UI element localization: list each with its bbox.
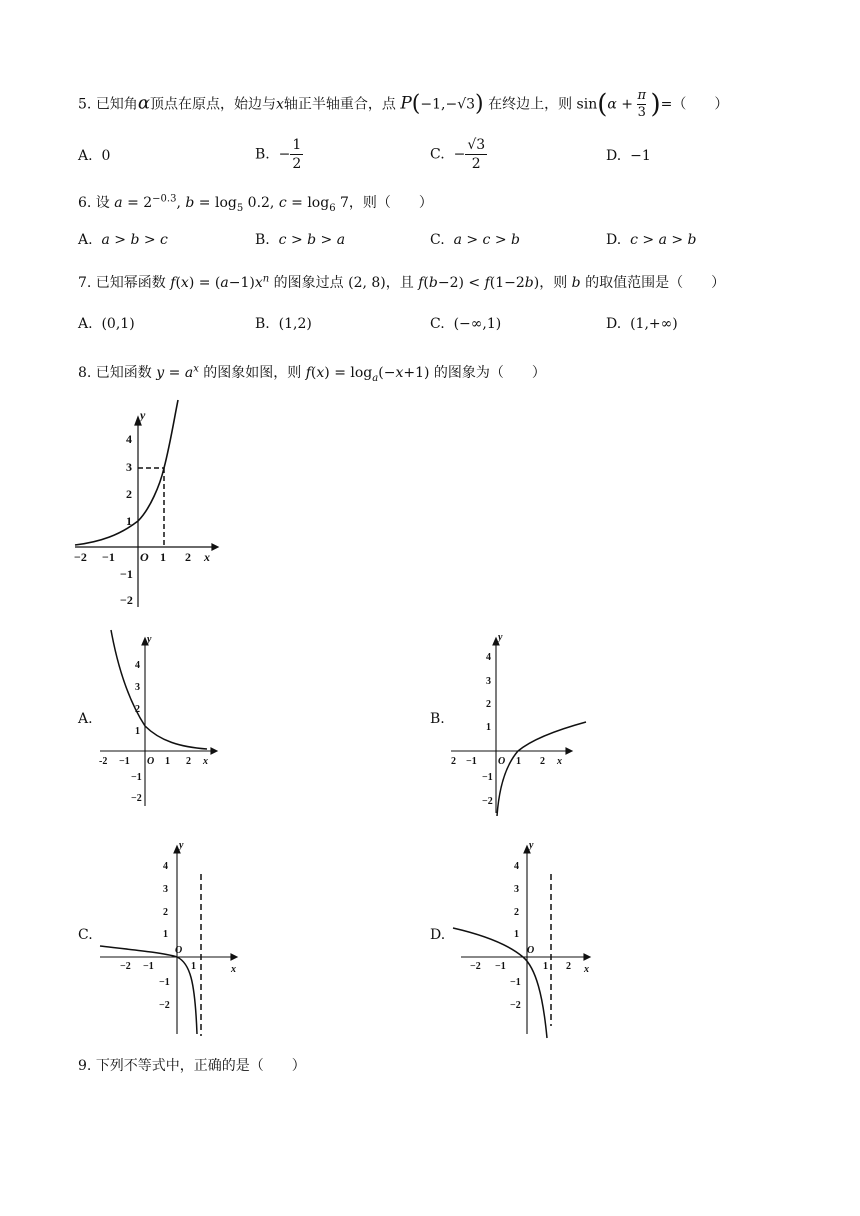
option-d-label[interactable]: D. [430,927,446,943]
svg-text:4: 4 [163,861,168,872]
question-9: 9. 下列不等式中，正确的是（ ） [78,1058,306,1074]
svg-text:−1: −1 [102,550,115,564]
svg-text:y: y [147,634,152,645]
svg-text:1: 1 [514,929,519,940]
svg-text:1: 1 [163,929,168,940]
svg-text:−1: −1 [482,772,493,783]
option-d-graph[interactable] [448,836,598,1041]
option-c[interactable]: C. a > c > b [430,232,520,248]
svg-text:−2: −2 [74,550,87,564]
svg-text:−1: −1 [510,977,521,988]
svg-text:−2: −2 [482,796,493,807]
svg-text:x: x [203,756,208,767]
svg-text:4: 4 [486,652,491,663]
svg-text:O: O [527,945,535,956]
option-b[interactable]: B. c > b > a [255,232,346,248]
svg-text:2: 2 [566,961,571,972]
svg-text:x: x [584,964,589,975]
svg-text:3: 3 [126,460,132,474]
svg-text:−1: −1 [495,961,506,972]
svg-text:−1: −1 [131,772,142,783]
option-a[interactable]: A. 0 [78,148,111,164]
svg-text:2: 2 [486,699,491,710]
svg-text:2: 2 [451,756,456,767]
option-d[interactable]: D. (1,+∞) [606,316,678,332]
svg-text:2: 2 [126,487,132,501]
svg-text:1: 1 [135,726,140,737]
svg-text:O: O [175,945,183,956]
svg-text:1: 1 [160,550,166,564]
svg-text:2: 2 [135,704,140,715]
svg-text:−2: −2 [131,793,142,804]
question-number: 5. [78,96,92,113]
svg-text:O: O [140,550,149,564]
svg-text:x: x [557,756,562,767]
svg-text:−2: −2 [470,961,481,972]
svg-text:3: 3 [514,884,519,895]
svg-text:O: O [498,756,506,767]
main-graph [70,395,220,610]
svg-text:2: 2 [514,907,519,918]
option-a-graph[interactable] [95,628,225,808]
svg-text:1: 1 [543,961,548,972]
option-c[interactable]: C. − $\frac{√3}{2}$ [430,137,486,172]
svg-text:y: y [498,632,503,643]
option-a[interactable]: A. (0,1) [78,316,135,332]
svg-text:−1: −1 [143,961,154,972]
svg-text:−1: −1 [120,567,133,581]
svg-text:4: 4 [135,660,140,671]
question-8: 8. 已知函数 $y = a^x$ 的图象如图，则 $f(x) = \log_a(-x+1)$ 的图象为（ ） [78,363,546,384]
option-b[interactable]: B. − $\frac{1}{2}$ [255,137,302,172]
svg-text:1: 1 [516,756,521,767]
svg-text:3: 3 [486,676,491,687]
svg-text:−1: −1 [159,977,170,988]
svg-text:y: y [140,408,146,422]
svg-text:2: 2 [163,907,168,918]
option-a-label[interactable]: A. [78,711,93,727]
svg-text:−2: −2 [510,1000,521,1011]
option-b-label[interactable]: B. [430,711,445,727]
svg-text:y: y [529,840,534,851]
svg-text:y: y [179,840,184,851]
svg-text:−2: −2 [120,961,131,972]
option-c-graph[interactable] [95,836,245,1036]
svg-text:4: 4 [514,861,519,872]
option-c[interactable]: C. (−∞,1) [430,316,502,332]
option-d[interactable]: D. c > a > b [606,232,697,248]
svg-text:1: 1 [165,756,170,767]
svg-text:3: 3 [163,884,168,895]
svg-text:x: x [204,550,210,564]
svg-text:4: 4 [126,432,132,446]
svg-text:-2: -2 [99,756,108,767]
svg-text:−1: −1 [466,756,477,767]
svg-text:1: 1 [486,722,491,733]
option-a[interactable]: A. a > b > c [78,232,168,248]
option-c-label[interactable]: C. [78,927,93,943]
svg-text:2: 2 [185,550,191,564]
question-6: 6. 设 $a = 2^{-0.3}$, $b = \log_5 0.2$, $c = \log_6 7$，则（ ） [78,193,433,214]
svg-text:−2: −2 [120,593,133,607]
svg-text:−2: −2 [159,1000,170,1011]
option-b-graph[interactable] [448,628,593,818]
question-5: 5. 已知角α顶点在原点，始边与x轴正半轴重合，点 P(−1,−√3) 在终边上，则 sin(α + $\frac{\pi}{3}$ )=（ ） [78,88,729,120]
svg-text:1: 1 [126,514,132,528]
svg-text:−1: −1 [119,756,130,767]
question-7: 7. 已知幂函数 $f(x) = (a-1)x^n$ 的图象过点 (2, 8)，且 f(b−2) < f(1−2b)，则 b 的取值范围是（ ） [78,273,726,291]
option-b[interactable]: B. (1,2) [255,316,312,332]
svg-text:O: O [147,756,155,767]
svg-text:1: 1 [191,961,196,972]
svg-text:2: 2 [540,756,545,767]
svg-text:3: 3 [135,682,140,693]
svg-text:x: x [231,964,236,975]
svg-text:2: 2 [186,756,191,767]
option-d[interactable]: D. −1 [606,148,651,164]
